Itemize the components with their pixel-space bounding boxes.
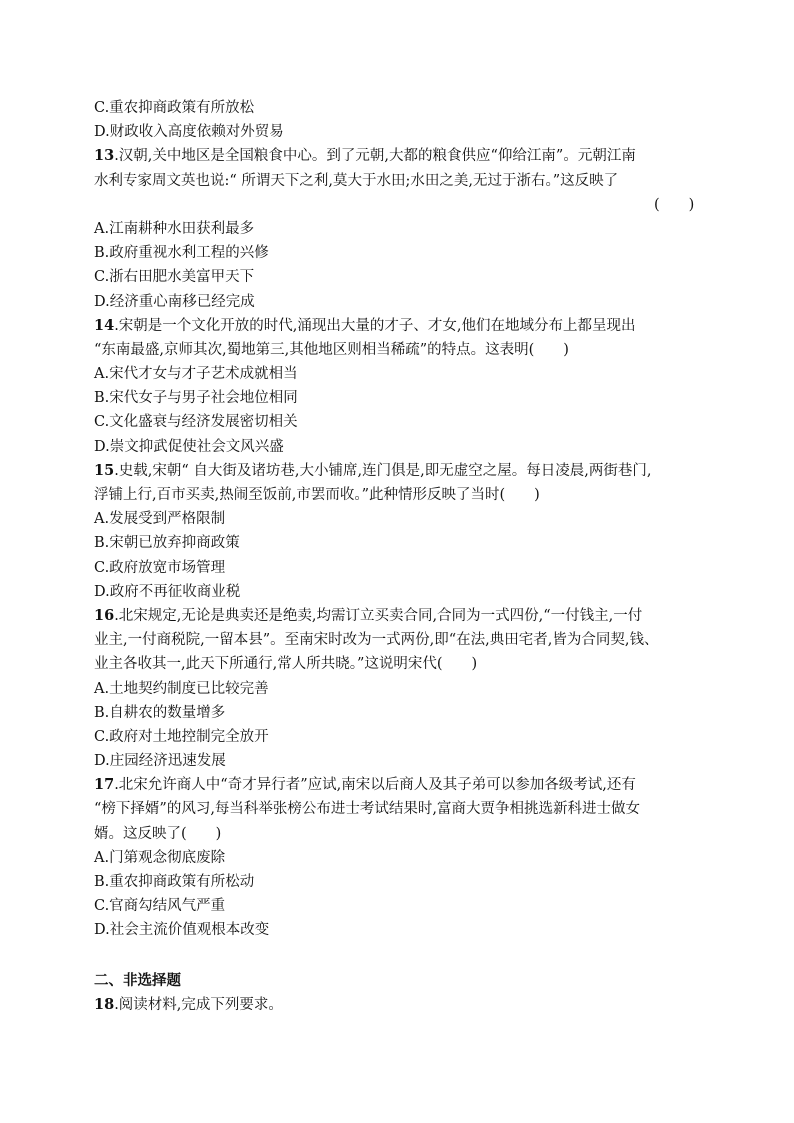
q13-stem-text-1: .汉朝,关中地区是全国粮食中心。到了元朝,大都的粮食供应“仰给江南”。元朝江南	[114, 148, 636, 165]
q14-option-d: D.崇文抑武促使社会文风兴盛	[94, 438, 284, 455]
section-title-non-choice: 二、非选择题	[94, 971, 181, 989]
q17-stem-line-3: 婿。这反映了( )	[94, 825, 222, 842]
q16-stem-line-3: 业主各收其一,此天下所通行,常人所共晓。”这说明宋代( )	[94, 656, 478, 673]
q16-number: 16	[94, 606, 115, 624]
q18-stem-text-1: .阅读材料,完成下列要求。	[114, 996, 283, 1013]
q13-answer-paren: ( )	[654, 196, 695, 213]
q17-number: 17	[94, 776, 115, 794]
q18-stem-line-1	[94, 993, 704, 1017]
q17-option-b: B.重农抑商政策有所松动	[94, 874, 255, 890]
q16-option-d: D.庄园经济迅速发展	[94, 753, 226, 770]
q15-option-a: A.发展受到严格限制	[94, 511, 226, 528]
q13-number: 13	[94, 147, 115, 165]
q16-stem-line-1	[94, 604, 704, 628]
q13-option-a: A.江南耕种水田获利最多	[94, 220, 255, 237]
q14-option-b: B.宋代女子与男子社会地位相同	[94, 390, 298, 407]
q14-stem-text-1: .宋朝是一个文化开放的时代,涌现出大量的才子、才女,他们在地域分布上都呈现出	[114, 317, 636, 334]
q17-option-d: D.社会主流价值观根本改变	[94, 922, 270, 939]
q12-option-d: D.财政收入高度依赖对外贸易	[94, 124, 284, 141]
q17-stem-text-1: .北宋允许商人中“奇才异行者”应试,南宋以后商人及其子弟可以参加各级考试,还有	[114, 777, 636, 794]
q16-option-c: C.政府对土地控制完全放开	[94, 728, 269, 745]
q16-option-a: A.土地契约制度已比较完善	[94, 680, 269, 697]
q15-number: 15	[94, 461, 115, 479]
q15-option-c: C.政府放宽市场管理	[94, 559, 226, 576]
q17-option-c: C.官商勾结风气严重	[94, 898, 226, 915]
q17-stem-line-2: “榜下择婿”的风习,每当科举张榜公布进士考试结果时,富商大贾争相挑选新科进士做女	[94, 801, 641, 818]
q15-option-d: D.政府不再征收商业税	[94, 583, 241, 600]
q13-option-b: B.政府重视水利工程的兴修	[94, 245, 269, 262]
q15-stem-line-2: 浮铺上行,百市买卖,热闹至饭前,市罢而收。”此种情形反映了当时( )	[94, 487, 540, 503]
q15-stem-line-1	[94, 459, 704, 483]
q16-option-b: B.自耕农的数量增多	[94, 704, 226, 721]
q14-stem-line-1	[94, 314, 704, 338]
q15-option-b: B.宋朝已放弃抑商政策	[94, 535, 240, 552]
q13-option-c: C.浙右田肥水美富甲天下	[94, 269, 255, 286]
q14-option-a: A.宋代才女与才子艺术成就相当	[94, 366, 298, 383]
exam-page	[94, 96, 704, 1017]
q13-option-d: D.经济重心南移已经完成	[94, 293, 255, 310]
q16-stem-text-1: .北宋规定,无论是典卖还是绝卖,均需订立买卖合同,合同为一式四份,“一付钱主,一付	[114, 607, 643, 624]
q17-stem-line-1	[94, 773, 704, 797]
section-gap	[94, 943, 704, 969]
q13-stem-line-1	[94, 144, 704, 168]
q18-number: 18	[94, 995, 115, 1013]
q15-stem-text-1: .史载,宋朝“ 自大街及诸坊巷,大小铺席,连门俱是,即无虚空之屋。每日凌晨,两街巷门,	[114, 462, 652, 479]
q14-stem-line-2: “东南最盛,京师其次,蜀地第三,其他地区则相当稀疏”的特点。这表明( )	[94, 341, 569, 358]
q12-option-c: C.重农抑商政策有所放松	[94, 100, 255, 116]
q14-option-c: C.文化盛衰与经济发展密切相关	[94, 414, 298, 431]
q13-stem-line-2: 水利专家周文英也说:“ 所谓天下之利,莫大于水田;水田之美,无过于浙右。”这反映了	[94, 172, 619, 189]
q14-number: 14	[94, 316, 115, 334]
q13-answer-line	[94, 193, 704, 217]
q17-option-a: A.门第观念彻底废除	[94, 849, 226, 866]
q16-stem-line-2: 业主,一付商税院,一留本县”。至南宋时改为一式两份,即“在法,典田宅者,皆为合同契,钱、	[94, 632, 659, 649]
